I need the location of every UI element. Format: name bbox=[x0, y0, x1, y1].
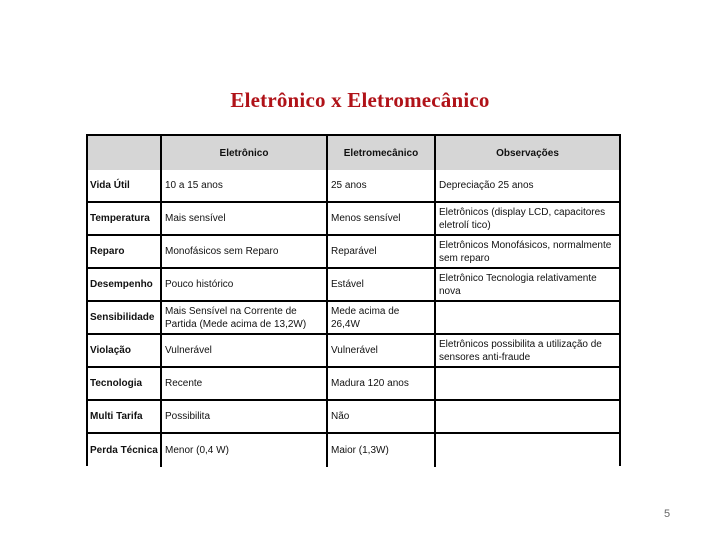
cell-eletronico: 10 a 15 anos bbox=[162, 170, 328, 203]
table-row bbox=[88, 236, 619, 269]
table-row bbox=[88, 434, 619, 467]
row-label: Temperatura bbox=[88, 203, 162, 236]
table-row bbox=[88, 269, 619, 302]
comparison-table bbox=[88, 136, 619, 467]
cell-observacoes: Eletrônico Tecnologia relativamente nova bbox=[436, 269, 619, 302]
header-eletromecanico: Eletromecânico bbox=[328, 136, 436, 170]
comparison-table-frame bbox=[86, 134, 621, 466]
row-label: Multi Tarifa bbox=[88, 401, 162, 434]
header-observacoes: Observações bbox=[436, 136, 619, 170]
page-number: 5 bbox=[664, 508, 671, 520]
cell-observacoes bbox=[436, 401, 619, 434]
table-row bbox=[88, 170, 619, 203]
header-corner-cell bbox=[88, 136, 162, 170]
cell-observacoes: Eletrônicos (display LCD, capacitores eletrolí tico) bbox=[436, 203, 619, 236]
cell-eletromecanico: 25 anos bbox=[328, 170, 436, 203]
cell-eletronico: Possibilita bbox=[162, 401, 328, 434]
cell-eletronico: Vulnerável bbox=[162, 335, 328, 368]
table-row bbox=[88, 401, 619, 434]
row-label: Perda Técnica bbox=[88, 434, 162, 467]
row-label: Reparo bbox=[88, 236, 162, 269]
cell-eletromecanico: Não bbox=[328, 401, 436, 434]
cell-eletromecanico: Menos sensível bbox=[328, 203, 436, 236]
cell-observacoes: Depreciação 25 anos bbox=[436, 170, 619, 203]
header-eletronico: Eletrônico bbox=[162, 136, 328, 170]
cell-eletromecanico: Mede acima de 26,4W bbox=[328, 302, 436, 335]
row-label: Desempenho bbox=[88, 269, 162, 302]
slide-title: Eletrônico x Eletromecânico bbox=[230, 88, 490, 112]
cell-eletronico: Pouco histórico bbox=[162, 269, 328, 302]
cell-observacoes: Eletrônicos Monofásicos, normalmente sem reparo bbox=[436, 236, 619, 269]
cell-eletronico: Mais sensível bbox=[162, 203, 328, 236]
cell-eletromecanico: Reparável bbox=[328, 236, 436, 269]
table-header-row bbox=[88, 136, 619, 170]
cell-observacoes bbox=[436, 302, 619, 335]
cell-eletromecanico: Maior (1,3W) bbox=[328, 434, 436, 467]
row-label: Vida Útil bbox=[88, 170, 162, 203]
cell-eletromecanico: Madura 120 anos bbox=[328, 368, 436, 401]
cell-observacoes bbox=[436, 434, 619, 467]
cell-eletronico: Monofásicos sem Reparo bbox=[162, 236, 328, 269]
row-label: Violação bbox=[88, 335, 162, 368]
table-row bbox=[88, 335, 619, 368]
table-row bbox=[88, 368, 619, 401]
cell-eletronico: Mais Sensível na Corrente de Partida (Mede acima de 13,2W) bbox=[162, 302, 328, 335]
cell-eletronico: Menor (0,4 W) bbox=[162, 434, 328, 467]
row-label: Sensibilidade bbox=[88, 302, 162, 335]
table-row bbox=[88, 203, 619, 236]
cell-observacoes bbox=[436, 368, 619, 401]
row-label: Tecnologia bbox=[88, 368, 162, 401]
cell-eletromecanico: Estável bbox=[328, 269, 436, 302]
cell-eletronico: Recente bbox=[162, 368, 328, 401]
table-row bbox=[88, 302, 619, 335]
cell-eletromecanico: Vulnerável bbox=[328, 335, 436, 368]
cell-observacoes: Eletrônicos possibilita a utilização de sensores anti-fraude bbox=[436, 335, 619, 368]
